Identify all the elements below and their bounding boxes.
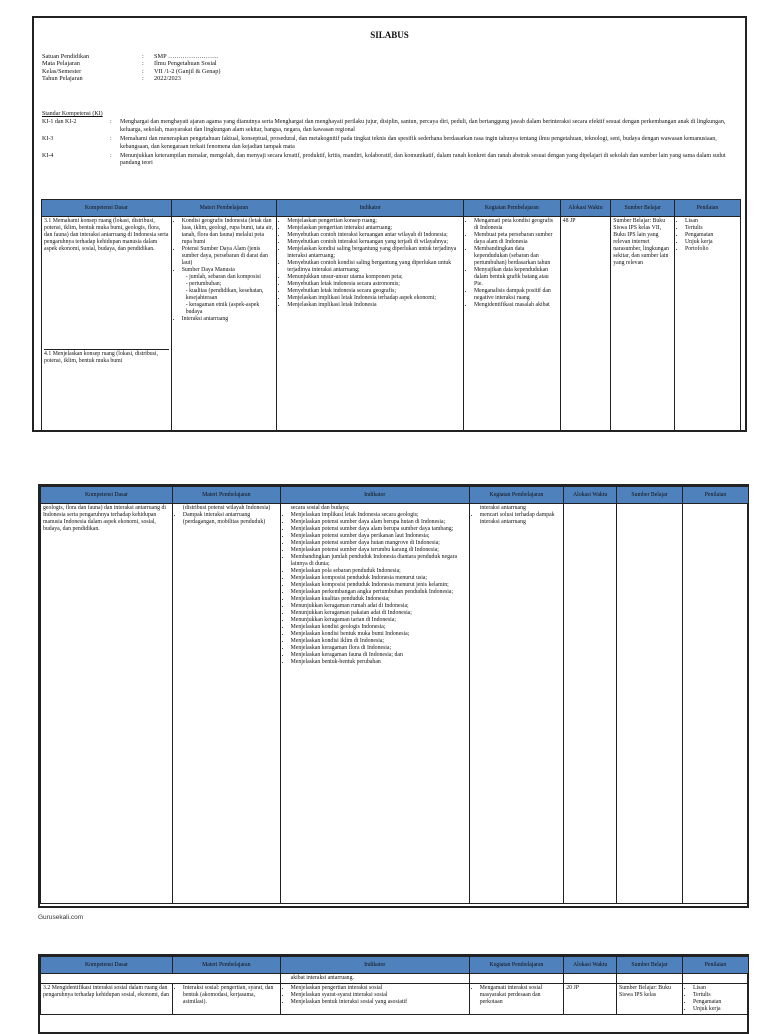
list-item: - jumlah, sebaran dan komposisi (186, 274, 275, 281)
header-sumber: Sumber Belajar (611, 200, 675, 217)
header-indikator: Indikator (280, 487, 469, 504)
meta-value: Ilmu Pengetahuan Sosial (154, 60, 217, 68)
list-item: • Menjelaskan komposisi penduduk Indonesia menurut jenis kelamin; (291, 582, 467, 589)
list-item: • Menjelaskan implikasi letak Indonesia (287, 302, 461, 309)
list-item: • Dampak interaksi antarruang (perdagangan, mobilitas penduduk) (183, 512, 278, 526)
meta-row: Mata Pelajaran : Ilmu Pengetahuan Sosial (42, 60, 217, 68)
header-materi: Materi Pembelajaran (171, 200, 277, 217)
list-item: • Membuat peta persebaran sumber daya alam di Indonesia (474, 232, 558, 246)
sumber-cell: Sumber Belajar: Buku Siswa IPS kelas VII, Buku IPS lain yang relevan internet narasumber, lingkungan sekitar, dan sumber lain yang relevan (611, 217, 675, 431)
list-item: • Pengamatan (685, 232, 738, 239)
list-item: • Menyebutkan contoh kondisi saling bergantung yang diperlukan untuk terjadinya interaksi antarruang; (287, 260, 461, 274)
list-item: • Portofolio (685, 246, 738, 253)
table-header-row (41, 487, 749, 504)
materi-text: (distribusi potensi wilayah Indonesia) (182, 505, 271, 511)
ki-row: KI-1 dan KI-2 : Menghargai dan menghayati ajaran agama yang dianutnya serta Menghargai dan menghayati perilaku jujur, disiplin, santun, percaya diri, peduli, dan bertanggung jawab dalam berinteraksi secara efektif sesuai dengan perkembangan anak di lingkungan, keluarga, sekolah, masyarakat dan lingkungan alam sekitar, bangsa, negara, dan kawasan regional (42, 119, 737, 134)
list-item: • Menjelaskan potensi sumber daya perikanan laut Indonesia; (291, 533, 467, 540)
meta-row: Satuan Pendidikan : SMP …………………… (42, 53, 219, 60)
list-item: • mencari solusi terhadap dampak interaksi antarruang (480, 512, 562, 526)
ki-heading: Standar Kompetensi (KI) (42, 111, 103, 117)
list-item: • Menjelaskan syarat-syarat interaksi sosial (291, 992, 467, 999)
list-item: • Menunjukkan unsur-unsur utama komponen peta; (287, 274, 461, 281)
ki-row: KI-4 : Menunjukkan keterampilan menalar, mengolah, dan menyaji secara kreatif, produktif, kritis, mandiri, kolaboratif, dan komunikatif, dalam ranah konkret dan ranah abstrak sesuai dengan yang dipelajari di sekolah dan sumber lain yang sama dalam sudut pandang teori (42, 153, 737, 168)
meta-label: Mata Pelajaran (42, 60, 80, 68)
list-item: • Mengamati peta kondisi geografis di Indonesia (474, 218, 558, 232)
table-row (41, 974, 749, 984)
kegiatan-cell (469, 504, 564, 904)
sumber-cell: Sumber Belajar: Buku Siswa IPS kelas (617, 984, 683, 1015)
header-alokasi: Alokasi Waktu (560, 200, 611, 217)
ki-code: KI-4 (42, 153, 54, 160)
kd-cell: 3.2 Mengidentifikasi interaksi sosial dalam ruang dan pengaruhnya terhadap kehidupan sosial, ekonomi, dan (41, 984, 173, 1015)
header-indikator: Indikator (280, 957, 469, 974)
list-item: • Menjelaskan implikasi letak Indonesia terhadap aspek ekonomi; (287, 295, 461, 302)
table-row (41, 984, 749, 1015)
list-item: • Tertulis (685, 225, 738, 232)
syllabus-page-2 (38, 484, 749, 908)
syllabus-page-3 (38, 954, 749, 1034)
list-item: • Menjelaskan kondisi saling bergantung yang diperlukan untuk terjadinya interaksi antarruang; (287, 246, 461, 260)
meta-label: Kelas/Semester (42, 67, 82, 75)
header-indikator: Indikator (277, 200, 464, 217)
list-item: • Potensi Sumber Daya Alam (jenis sumber daya, persebaran di darat dan laut) (182, 246, 275, 267)
ki-text: Menunjukkan keterampilan menalar, mengolah, dan menyaji secara kreatif, produktif, kritis, mandiri, kolaboratif, dan komunikatif, dalam ranah konkret dan ranah abstrak sesuai dengan yang dipelajari di sekolah dan sumber lain yang sama dalam sudut pandang teori (120, 153, 726, 167)
kd-text: 3.1 Memahami konsep ruang (lokasi, distribusi, potensi, iklim, bentuk muka bumi, geologis, flora, dan fauna) dan interaksi antarruang di Indonesia serta pengaruhnya terhadap kehidupan manusia dalam aspek ekonomi, sosial, budaya, dan pendidikan. (44, 218, 169, 252)
list-item: • Menjelaskan perkembangan angka pertumbuhan penduduk Indonesia; (291, 589, 467, 596)
syllabus-table-2 (40, 486, 749, 904)
meta-row: Tahun Pelajaran : 2022/2023 (42, 75, 181, 83)
list-item: • Mengamati interaksi sosial masyarakat perdesaan dan perkotaan (480, 985, 562, 1006)
list-item: • Menjelaskan bentuk interaksi sosial yang asosiatif (291, 999, 467, 1006)
header-materi: Materi Pembelajaran (172, 957, 280, 974)
list-item: • Interaksi antarruang (182, 316, 275, 323)
meta-value: 2022/2023 (154, 75, 181, 83)
list-item: • Membandingkan jumlah penduduk Indonesia diantara penduduk negara lainnya di dunia; (291, 554, 467, 568)
indikator-cell (280, 984, 469, 1015)
header-sumber: Sumber Belajar (617, 957, 683, 974)
indikator-carry: akibat interaksi antarruang. (280, 974, 469, 984)
header-kegiatan: Kegiatan Pembelajaran (469, 487, 564, 504)
list-item: • Menyebutkan letak indonesia secara geografis; (287, 288, 461, 295)
indikator-cell (280, 504, 469, 904)
list-item: • Tertulis (693, 992, 746, 999)
header-alokasi: Alokasi Waktu (564, 957, 617, 974)
header-kd: Kompetensi Dasar (41, 487, 173, 504)
list-item: • Menyebutkan contoh interaksi keruangan antar wilayah di Indonesia; (287, 232, 461, 239)
materi-cell (172, 984, 280, 1015)
list-item: • Menjelaskan pengertian konsep ruang; (287, 218, 461, 225)
meta-value: SMP …………………… (154, 53, 219, 60)
syllabus-page-1 (32, 16, 747, 432)
list-item: • Menunjukkan keragaman tarian di Indonesia; (291, 617, 467, 624)
list-item: • Sumber Daya Manusia (182, 267, 275, 274)
table-header-row (42, 200, 741, 217)
list-item: • Menjelaskan pola sebaran penduduk Indonesia; (291, 568, 467, 575)
meta-row: Kelas/Semester : VII /1-2 (Ganjil & Genap) (42, 67, 221, 75)
list-item: • Unjuk kerja (685, 239, 738, 246)
list-item: • Unjuk kerja (693, 1006, 746, 1013)
list-item: • Menjelaskan kualitas penduduk Indonesia; (291, 596, 467, 603)
meta-block (42, 53, 220, 83)
page-title: SILABUS (370, 30, 409, 40)
list-item: • Menunjukkan keragaman pakaian adat di Indonesia; (291, 610, 467, 617)
header-kegiatan: Kegiatan Pembelajaran (464, 200, 561, 217)
list-item: • Membandingkan data kependudukan (sebaran dan pertumbuhan) berdasarkan tahun (474, 246, 558, 267)
list-item: • Interaksi sosial: pengertian, syarat, dan bentuk (akomodasi, kerjasama, asimilasi). (183, 985, 278, 1006)
kd-cell (42, 217, 172, 431)
header-sumber: Sumber Belajar (617, 487, 683, 504)
syllabus-table-1 (41, 199, 741, 431)
header-materi: Materi Pembelajaran (172, 487, 280, 504)
header-alokasi: Alokasi Waktu (564, 487, 617, 504)
penilaian-cell (682, 504, 748, 904)
ki-text: Menghargai dan menghayati ajaran agama yang dianutnya serta Menghargai dan menghayati perilaku jujur, disiplin, santun, percaya diri, peduli, dan bertanggung jawab dalam berinteraksi secara efektif sesuai dengan perkembangan anak di lingkungan, keluarga, sekolah, masyarakat dan lingkungan alam sekitar, bangsa, negara, dan kawasan regional (120, 119, 726, 133)
syllabus-table-3 (40, 956, 749, 1015)
list-item: • Menjelaskan pengertian interaksi sosial (291, 985, 467, 992)
ki-code: KI-3 (42, 136, 54, 143)
meta-label: Tahun Pelajaran (42, 75, 83, 83)
indikator-cell (277, 217, 464, 431)
list-item: • Lisan (693, 985, 746, 992)
list-item: • Menganalisis dampak positif dan negative interaksi ruang (474, 288, 558, 302)
list-item: - keragaman etnik (aspek-aspek budaya (186, 302, 275, 316)
list-item: • Menjelaskan kondisi iklim di Indonesia; (291, 638, 467, 645)
header-penilaian: Penilaian (682, 957, 748, 974)
alokasi-cell: 48 JP (560, 217, 611, 431)
list-item: • Menjelaskan potensi sumber daya terumbu karang di Indonesia; (291, 547, 467, 554)
list-item: • Lisan (685, 218, 738, 225)
ki-block (42, 111, 737, 170)
list-item: - pertumbuhan; (186, 281, 275, 288)
list-item: • Menjelaskan potensi sumber daya alam berupa hutan di Indonesia; (291, 519, 467, 526)
footer-watermark: Gurusekali.com (38, 914, 84, 921)
penilaian-cell (682, 984, 748, 1015)
materi-cell (171, 217, 277, 431)
table-row (41, 504, 749, 904)
kegiatan-cell (469, 984, 564, 1015)
list-item: • Menjelaskan kondisi geologis Indonesia; (291, 624, 467, 631)
ki-code: KI-1 dan KI-2 (42, 119, 77, 126)
header-kd: Kompetensi Dasar (41, 957, 173, 974)
list-item: • Menjelaskan pengertian interaksi antarruang; (287, 225, 461, 232)
alokasi-cell: 20 JP (564, 984, 617, 1015)
list-item: • Menunjukkan keragaman rumah adat di Indonesia; (291, 603, 467, 610)
list-item: • Menjelaskan komposisi penduduk Indonesia menurut usia; (291, 575, 467, 582)
list-item: • Kondisi geografis Indonesia (letak dan luas, iklim, geologi, rupa bumi, tata air, tanah, flora dan fauna) melalui peta rupa bumi (182, 218, 275, 246)
header-kd: Kompetensi Dasar (42, 200, 172, 217)
indikator-text: secara sosial dan budaya; (290, 505, 350, 511)
meta-value: VII /1-2 (Ganjil & Genap) (154, 67, 221, 75)
list-item: • Menyebutkan letak indonesia secara astronomis; (287, 281, 461, 288)
list-item: • Menyebutkan contoh interaksi keruangan yang terjadi di wilayahnya; (287, 239, 461, 246)
header-penilaian: Penilaian (682, 487, 748, 504)
meta-label: Satuan Pendidikan (42, 53, 90, 60)
kd-text: 4.1 Menjelaskan konsep ruang (lokasi, distribusi, potensi, iklim, bentuk muka bumi (44, 349, 169, 365)
list-item: • Menjelaskan potensi sumber daya alam berupa sumber daya tambang; (291, 526, 467, 533)
list-item: • Menjelaskan keragaman fauna di Indonesia; dan (291, 652, 467, 659)
table-header-row (41, 957, 749, 974)
sumber-cell (617, 504, 683, 904)
table-row (42, 217, 741, 431)
list-item: • Menjelaskan kondisi bentuk muka bumi Indonesia; (291, 631, 467, 638)
materi-cell (172, 504, 280, 904)
ki-row: KI-3 : Memahami dan menerapkan pengetahuan faktual, konseptual, prosedural, dan metakognitif pada tingkat teknis dan spesifik sederhana berdasarkan rasa ingin tahunya tentang ilmu pengetahuan, teknologi, seni, budaya dengan wawasan kemanusiaan, kebangsaan, dan kenegaraan terkait fenomena dan kejadian tampak mata (42, 136, 737, 151)
kegiatan-text: interaksi antarruang (479, 505, 526, 511)
list-item: • Menjelaskan implikasi letak Indonesia secara geologis; (291, 512, 467, 519)
list-item: • Pengamatan (693, 999, 746, 1006)
header-penilaian: Penilaian (675, 200, 741, 217)
ki-text: Memahami dan menerapkan pengetahuan faktual, konseptual, prosedural, dan metakognitif pada tingkat teknis dan spesifik sederhana berdasarkan rasa ingin tahunya tentang ilmu pengetahuan, teknologi, seni, budaya dengan wawasan kemanusiaan, kebangsaan, dan kenegaraan terkait fenomena dan kejadian tampak mata (120, 136, 717, 150)
header-kegiatan: Kegiatan Pembelajaran (469, 957, 564, 974)
list-item: • Menjelaskan keragaman flora di Indonesia; (291, 645, 467, 652)
list-item: - kualitas (pendidikan, kesehatan, kesejahteraan (186, 288, 275, 302)
list-item: • Mengidentifikasi masalah akibat (474, 302, 558, 309)
alokasi-cell (564, 504, 617, 904)
list-item: • Menjelaskan potensi sumber daya hutan mangrove di Indonesia; (291, 540, 467, 547)
list-item: • Menyajikan data kependudukan dalam bentuk grafik batang atau Pie. (474, 267, 558, 288)
kd-cell: geologis, flora dan fauna) dan interaksi antarruang di Indonesia serta pengaruhnya terhadap kehidupan manusia Indonesia dalam aspek ekonomi, sosial, budaya, dan pendidikan. (41, 504, 173, 904)
penilaian-cell (675, 217, 741, 431)
kegiatan-cell (464, 217, 561, 431)
list-item: • Menjelaskan bentuk-bentuk perubahan (291, 659, 467, 666)
